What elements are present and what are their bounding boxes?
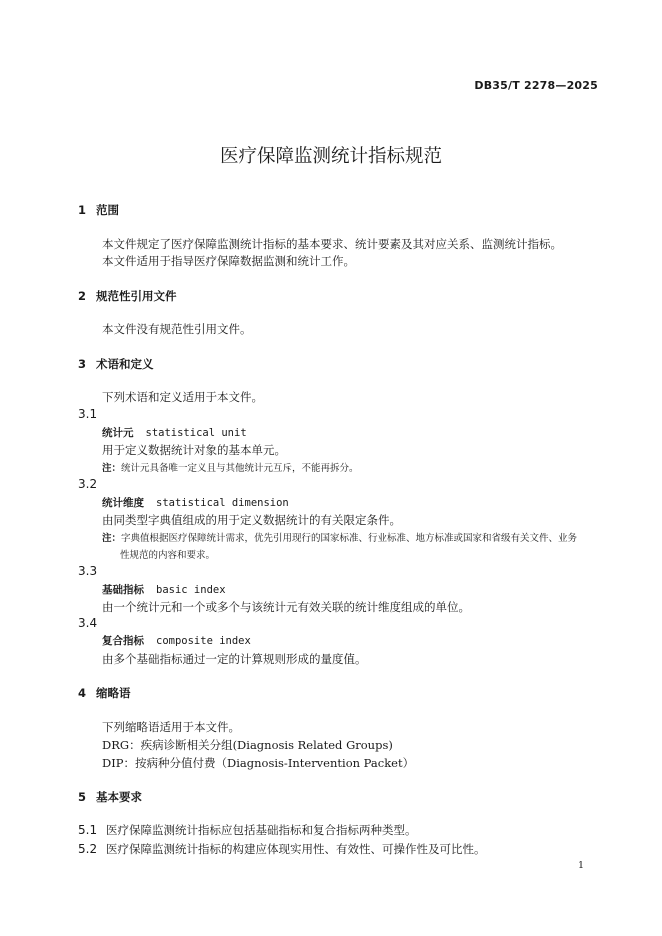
term-english: basic index xyxy=(156,584,226,596)
term-note-continued: 性规范的内容和要求。 xyxy=(120,550,216,561)
document-title: 医疗保障监测统计指标规范 xyxy=(219,146,442,167)
term-chinese: 基础指标 xyxy=(102,584,144,596)
term-entry xyxy=(102,633,251,648)
term-chinese: 复合指标 xyxy=(102,635,144,647)
note-label: 注： xyxy=(102,463,122,474)
clause-number: 3.1 xyxy=(78,407,98,421)
term-english: statistical unit xyxy=(145,427,247,439)
section-number: 1 xyxy=(78,203,87,217)
term-english: statistical dimension xyxy=(156,497,289,509)
term-english: composite index xyxy=(156,635,251,647)
page-number: 1 xyxy=(577,860,584,871)
clause-number: 5.1 xyxy=(78,823,98,837)
clause-5-1 xyxy=(78,822,417,838)
term-definition: 由同类型字典值组成的用于定义数据统计的有关限定条件。 xyxy=(102,513,401,527)
section-title: 缩略语 xyxy=(96,686,131,700)
paragraph: 下列缩略语适用于本文件。 xyxy=(102,720,240,734)
section-number: 4 xyxy=(78,686,87,700)
section-title: 基本要求 xyxy=(96,790,142,804)
section-1-heading xyxy=(78,202,119,218)
clause-text: 医疗保障监测统计指标的构建应体现实用性、有效性、可操作性及可比性。 xyxy=(106,842,486,856)
clause-number: 3.2 xyxy=(78,477,98,491)
term-entry xyxy=(102,495,289,510)
term-note xyxy=(102,460,359,474)
document-number: DB35/T 2278—2025 xyxy=(474,79,598,92)
section-2-heading xyxy=(78,288,177,304)
paragraph: 下列术语和定义适用于本文件。 xyxy=(102,390,263,404)
term-chinese: 统计元 xyxy=(102,427,134,439)
section-4-heading xyxy=(78,685,131,701)
paragraph: 本文件适用于指导医疗保障数据监测和统计工作。 xyxy=(102,254,355,268)
term-definition: 由多个基础指标通过一定的计算规则形成的量度值。 xyxy=(102,652,367,666)
term-definition: 由一个统计元和一个或多个与该统计元有效关联的统计维度组成的单位。 xyxy=(102,600,470,614)
section-title: 术语和定义 xyxy=(96,357,154,371)
section-3-heading xyxy=(78,356,154,372)
term-entry xyxy=(102,582,226,597)
note-text: 统计元具备唯一定义且与其他统计元互斥，不能再拆分。 xyxy=(121,463,359,474)
term-note xyxy=(102,530,577,544)
paragraph: 本文件没有规范性引用文件。 xyxy=(102,322,252,336)
term-entry xyxy=(102,425,247,440)
section-title: 范围 xyxy=(96,203,119,217)
clause-number: 3.3 xyxy=(78,564,98,578)
term-chinese: 统计维度 xyxy=(102,497,144,509)
section-title: 规范性引用文件 xyxy=(96,289,177,303)
abbreviation-dip: DIP：按病种分值付费（Diagnosis-Intervention Packet） xyxy=(102,756,415,770)
term-definition: 用于定义数据统计对象的基本单元。 xyxy=(102,443,286,457)
clause-text: 医疗保障监测统计指标应包括基础指标和复合指标两种类型。 xyxy=(106,823,417,837)
clause-5-2 xyxy=(78,841,486,857)
note-label: 注： xyxy=(102,533,122,544)
note-text: 字典值根据医疗保障统计需求，优先引用现行的国家标准、行业标准、地方标准或国家和省级有关文件、业务 xyxy=(121,533,578,544)
section-number: 5 xyxy=(78,790,87,804)
paragraph: 本文件规定了医疗保障监测统计指标的基本要求、统计要素及其对应关系、监测统计指标。 xyxy=(102,237,562,251)
section-number: 3 xyxy=(78,357,87,371)
section-5-heading xyxy=(78,789,142,805)
clause-number: 5.2 xyxy=(78,842,98,856)
section-number: 2 xyxy=(78,289,87,303)
abbreviation-drg: DRG：疾病诊断相关分组(Diagnosis Related Groups) xyxy=(102,738,393,752)
clause-number: 3.4 xyxy=(78,616,98,630)
